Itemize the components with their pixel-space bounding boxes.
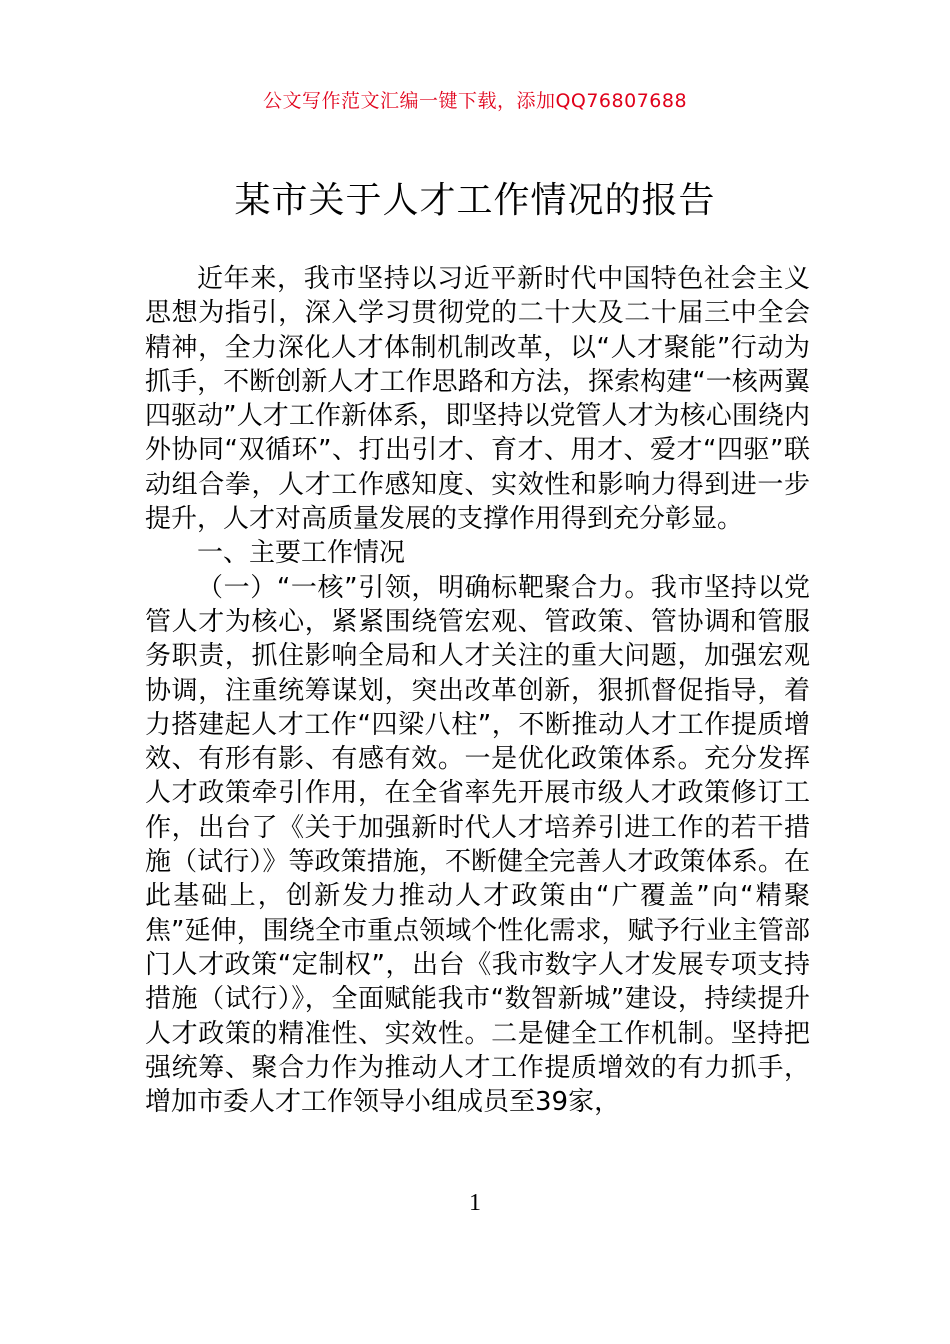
subsection-paragraph: （一）“一核”引领，明确标靶聚合力。我市坚持以党管人才为核心，紧紧围绕管宏观、管政策、管协调和管服务职责，抓住影响全局和人才关注的重大问题，加强宏观协调，注重统筹谋划，突出改革创新，狠抓督促指导，着力搭建起人才工作“四梁八柱”，不断推动人才工作提质增效、有形有影、有感有效。一是优化政策体系。充分发挥人才政策牵引作用，在全省率先开展市级人才政策修订工作，出台了《关于加强新时代人才培养引进工作的若干措施（试行）》等政策措施，不断健全完善人才政策体系。在此基础上，创新发力推动人才政策由“广覆盖”向“精聚焦”延伸，围绕全市重点领域个性化需求，赋予行业主管部门人才政策“定制权”，出台《我市数字人才发展专项支持措施（试行）》，全面赋能我市“数智新城”建设，持续提升人才政策的精准性、实效性。二是健全工作机制。坚持把强统筹、聚合力作为推动人才工作提质增效的有力抓手，增加市委人才工作领导小组成员至39家，	[145, 572, 810, 1118]
section-heading: 一、主要工作情况	[197, 538, 406, 569]
watermark-text: 公文写作范文汇编一键下载，添加QQ76807688	[262, 90, 688, 112]
intro-paragraph: 近年来，我市坚持以习近平新时代中国特色社会主义思想为指引，深入学习贯彻党的二十大及二十届三中全会精神，全力深化人才体制机制改革，以“人才聚能”行动为抓手，不断创新人才工作思路和方法，探索构建“一核两翼四驱动”人才工作新体系，即坚持以党管人才为核心围绕内外协同“双循环”、打出引才、育才、用才、爱才“四驱”联动组合拳，人才工作感知度、实效性和影响力得到进一步提升，人才对高质量发展的支撑作用得到充分彰显。	[145, 264, 810, 535]
document-body	[145, 262, 810, 1119]
page-number: 1	[469, 1190, 481, 1216]
document-title: 某市关于人才工作情况的报告	[234, 180, 716, 221]
